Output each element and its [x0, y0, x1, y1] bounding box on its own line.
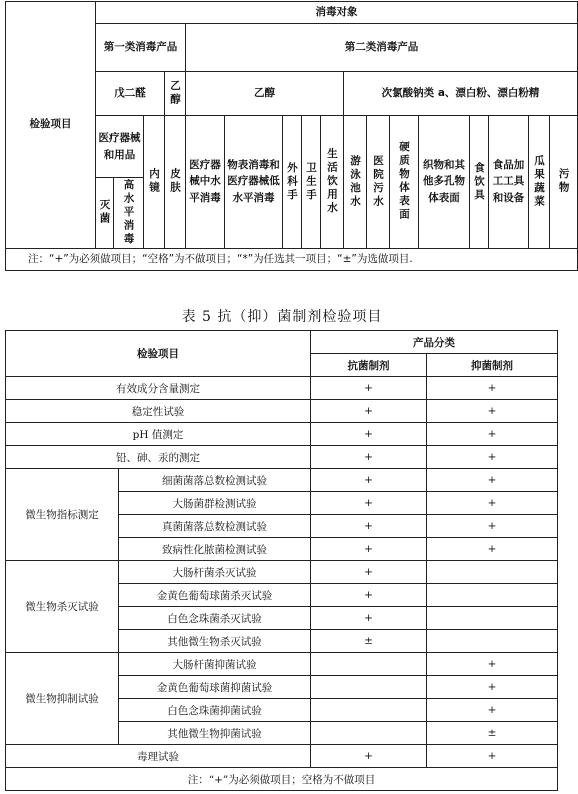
col-pifu: 皮肤 — [165, 116, 186, 249]
bacteriostatic-mark — [427, 561, 558, 584]
col-neijing: 内镜 — [144, 116, 165, 249]
table5-note: 注：“+”为必须做项目；空格为不做项目 — [6, 768, 558, 791]
bacteriostatic-mark — [427, 584, 558, 607]
table-row — [6, 400, 558, 423]
col-high-level: 高水平消毒 — [114, 178, 144, 249]
col-hospital-sewage: 医院污水 — [367, 116, 390, 249]
bacteriostatic-mark: + — [427, 469, 558, 492]
table-row — [6, 768, 558, 791]
bacteriostatic-mark: + — [427, 400, 558, 423]
col-mie-jun: 灭菌 — [96, 178, 114, 249]
antibacterial-mark — [311, 722, 427, 745]
col-hygienic-hand: 卫生手 — [302, 116, 321, 249]
table-row — [6, 561, 558, 584]
row-item-name: 细菌菌落总数检测试验 — [119, 469, 311, 492]
antibacterial-mark: + — [311, 745, 427, 768]
row-item-name: 稳定性试验 — [6, 400, 311, 423]
row-item-name: 致病性化脓菌检测试验 — [119, 538, 311, 561]
table5-caption: 表 5 抗（抑）菌制剂检验项目 — [181, 309, 383, 325]
bacteriostatic-mark: + — [427, 492, 558, 515]
table-row — [6, 745, 558, 768]
header-item: 检验项目 — [6, 331, 311, 377]
antibacterial-mark: + — [311, 377, 427, 400]
antibacterial-mark: + — [311, 400, 427, 423]
col-medical-items: 医疗器械和用品 — [96, 116, 144, 178]
antibacterial-mark: + — [311, 538, 427, 561]
header-disinfection-target: 消毒对象 — [96, 2, 578, 24]
bacteriostatic-mark — [427, 607, 558, 630]
col-surface-low: 物表消毒和医疗器械低水平消毒 — [225, 116, 283, 249]
col-tableware: 食饮具 — [470, 116, 489, 249]
header-class1: 第一类消毒产品 — [96, 24, 186, 72]
bacteriostatic-mark: + — [427, 676, 558, 699]
bacteriostatic-mark: + — [427, 699, 558, 722]
bacteriostatic-mark: + — [427, 653, 558, 676]
col-yichun: 乙醇 — [186, 72, 344, 116]
row-item-name: 真菌菌落总数检测试验 — [119, 515, 311, 538]
row-item-name: 其他微生物杀灭试验 — [119, 630, 311, 653]
header-antibacterial: 抗菌制剂 — [311, 354, 427, 377]
row-item-name: 其他微生物抑菌试验 — [119, 722, 311, 745]
col-medical-mid: 医疗器械中水平消毒 — [186, 116, 225, 249]
col-wuerquan: 戊二醛 — [96, 72, 165, 116]
antibacterial-mark — [311, 699, 427, 722]
col-fabric: 织物和其他多孔物体表面 — [419, 116, 470, 249]
antibacterial-mark: + — [311, 607, 427, 630]
group-name: 微生物指标测定 — [6, 469, 119, 561]
col-fruit-veg: 瓜果蔬菜 — [529, 116, 550, 249]
row-item-name: 金黄色葡萄球菌杀灭试验 — [119, 584, 311, 607]
antibacterial-test-items-table — [5, 330, 558, 791]
group-name: 微生物抑制试验 — [6, 653, 119, 745]
antibacterial-mark — [311, 653, 427, 676]
col-dirt: 污物 — [550, 116, 578, 249]
antibacterial-mark: + — [311, 423, 427, 446]
table-row — [6, 377, 558, 400]
header-bacteriostatic: 抑菌制剂 — [427, 354, 558, 377]
table-row — [6, 469, 558, 492]
bacteriostatic-mark: + — [427, 515, 558, 538]
bacteriostatic-mark: + — [427, 745, 558, 768]
row-item-name: 有效成分含量测定 — [6, 377, 311, 400]
antibacterial-mark: + — [311, 515, 427, 538]
table-row — [6, 446, 558, 469]
col-surgical-hand: 外科手 — [283, 116, 302, 249]
antibacterial-mark — [311, 676, 427, 699]
col-chlorine: 次氯酸钠类 a、漂白粉、漂白粉精 — [344, 72, 578, 116]
header-category: 产品分类 — [311, 331, 558, 354]
table-row — [6, 653, 558, 676]
antibacterial-mark: + — [311, 584, 427, 607]
row-item-name: 大肠杆菌杀灭试验 — [119, 561, 311, 584]
row-item-name: 铅、砷、汞的测定 — [6, 446, 311, 469]
row-item-name: 白色念珠菌抑菌试验 — [119, 699, 311, 722]
row-item-name: 金黄色葡萄球菌抑菌试验 — [119, 676, 311, 699]
row-item-name: 大肠杆菌抑菌试验 — [119, 653, 311, 676]
col-yichun-short: 乙醇 — [165, 72, 186, 116]
row-item-name: 白色念珠菌杀灭试验 — [119, 607, 311, 630]
row-item-name: pH 值测定 — [6, 423, 311, 446]
header-class2: 第二类消毒产品 — [186, 24, 578, 72]
bacteriostatic-mark: + — [427, 423, 558, 446]
bacteriostatic-mark: + — [427, 446, 558, 469]
row-item-name: 大肠菌群检测试验 — [119, 492, 311, 515]
antibacterial-mark: + — [311, 492, 427, 515]
col-drinking-water: 生活饮用水 — [321, 116, 344, 249]
col-hard-surface: 硬质物体表面 — [390, 116, 419, 249]
group-name: 微生物杀灭试验 — [6, 561, 119, 653]
table-row — [6, 423, 558, 446]
bacteriostatic-mark — [427, 630, 558, 653]
bacteriostatic-mark: + — [427, 377, 558, 400]
disinfection-test-items-table — [5, 1, 578, 271]
bacteriostatic-mark: ± — [427, 722, 558, 745]
antibacterial-mark: + — [311, 446, 427, 469]
antibacterial-mark: + — [311, 469, 427, 492]
row-label-cell: 检验项目 — [6, 2, 96, 249]
table-note: 注：“+”为必须做项目；“空格”为不做项目；“*”为任选其一项目；“±”为选做项目. — [6, 248, 578, 270]
row-item-name: 毒理试验 — [6, 745, 311, 768]
antibacterial-mark: + — [311, 561, 427, 584]
bacteriostatic-mark: + — [427, 538, 558, 561]
col-food-tools: 食品加工工具和设备 — [489, 116, 529, 249]
col-swimming: 游泳池水 — [344, 116, 367, 249]
antibacterial-mark: ± — [311, 630, 427, 653]
